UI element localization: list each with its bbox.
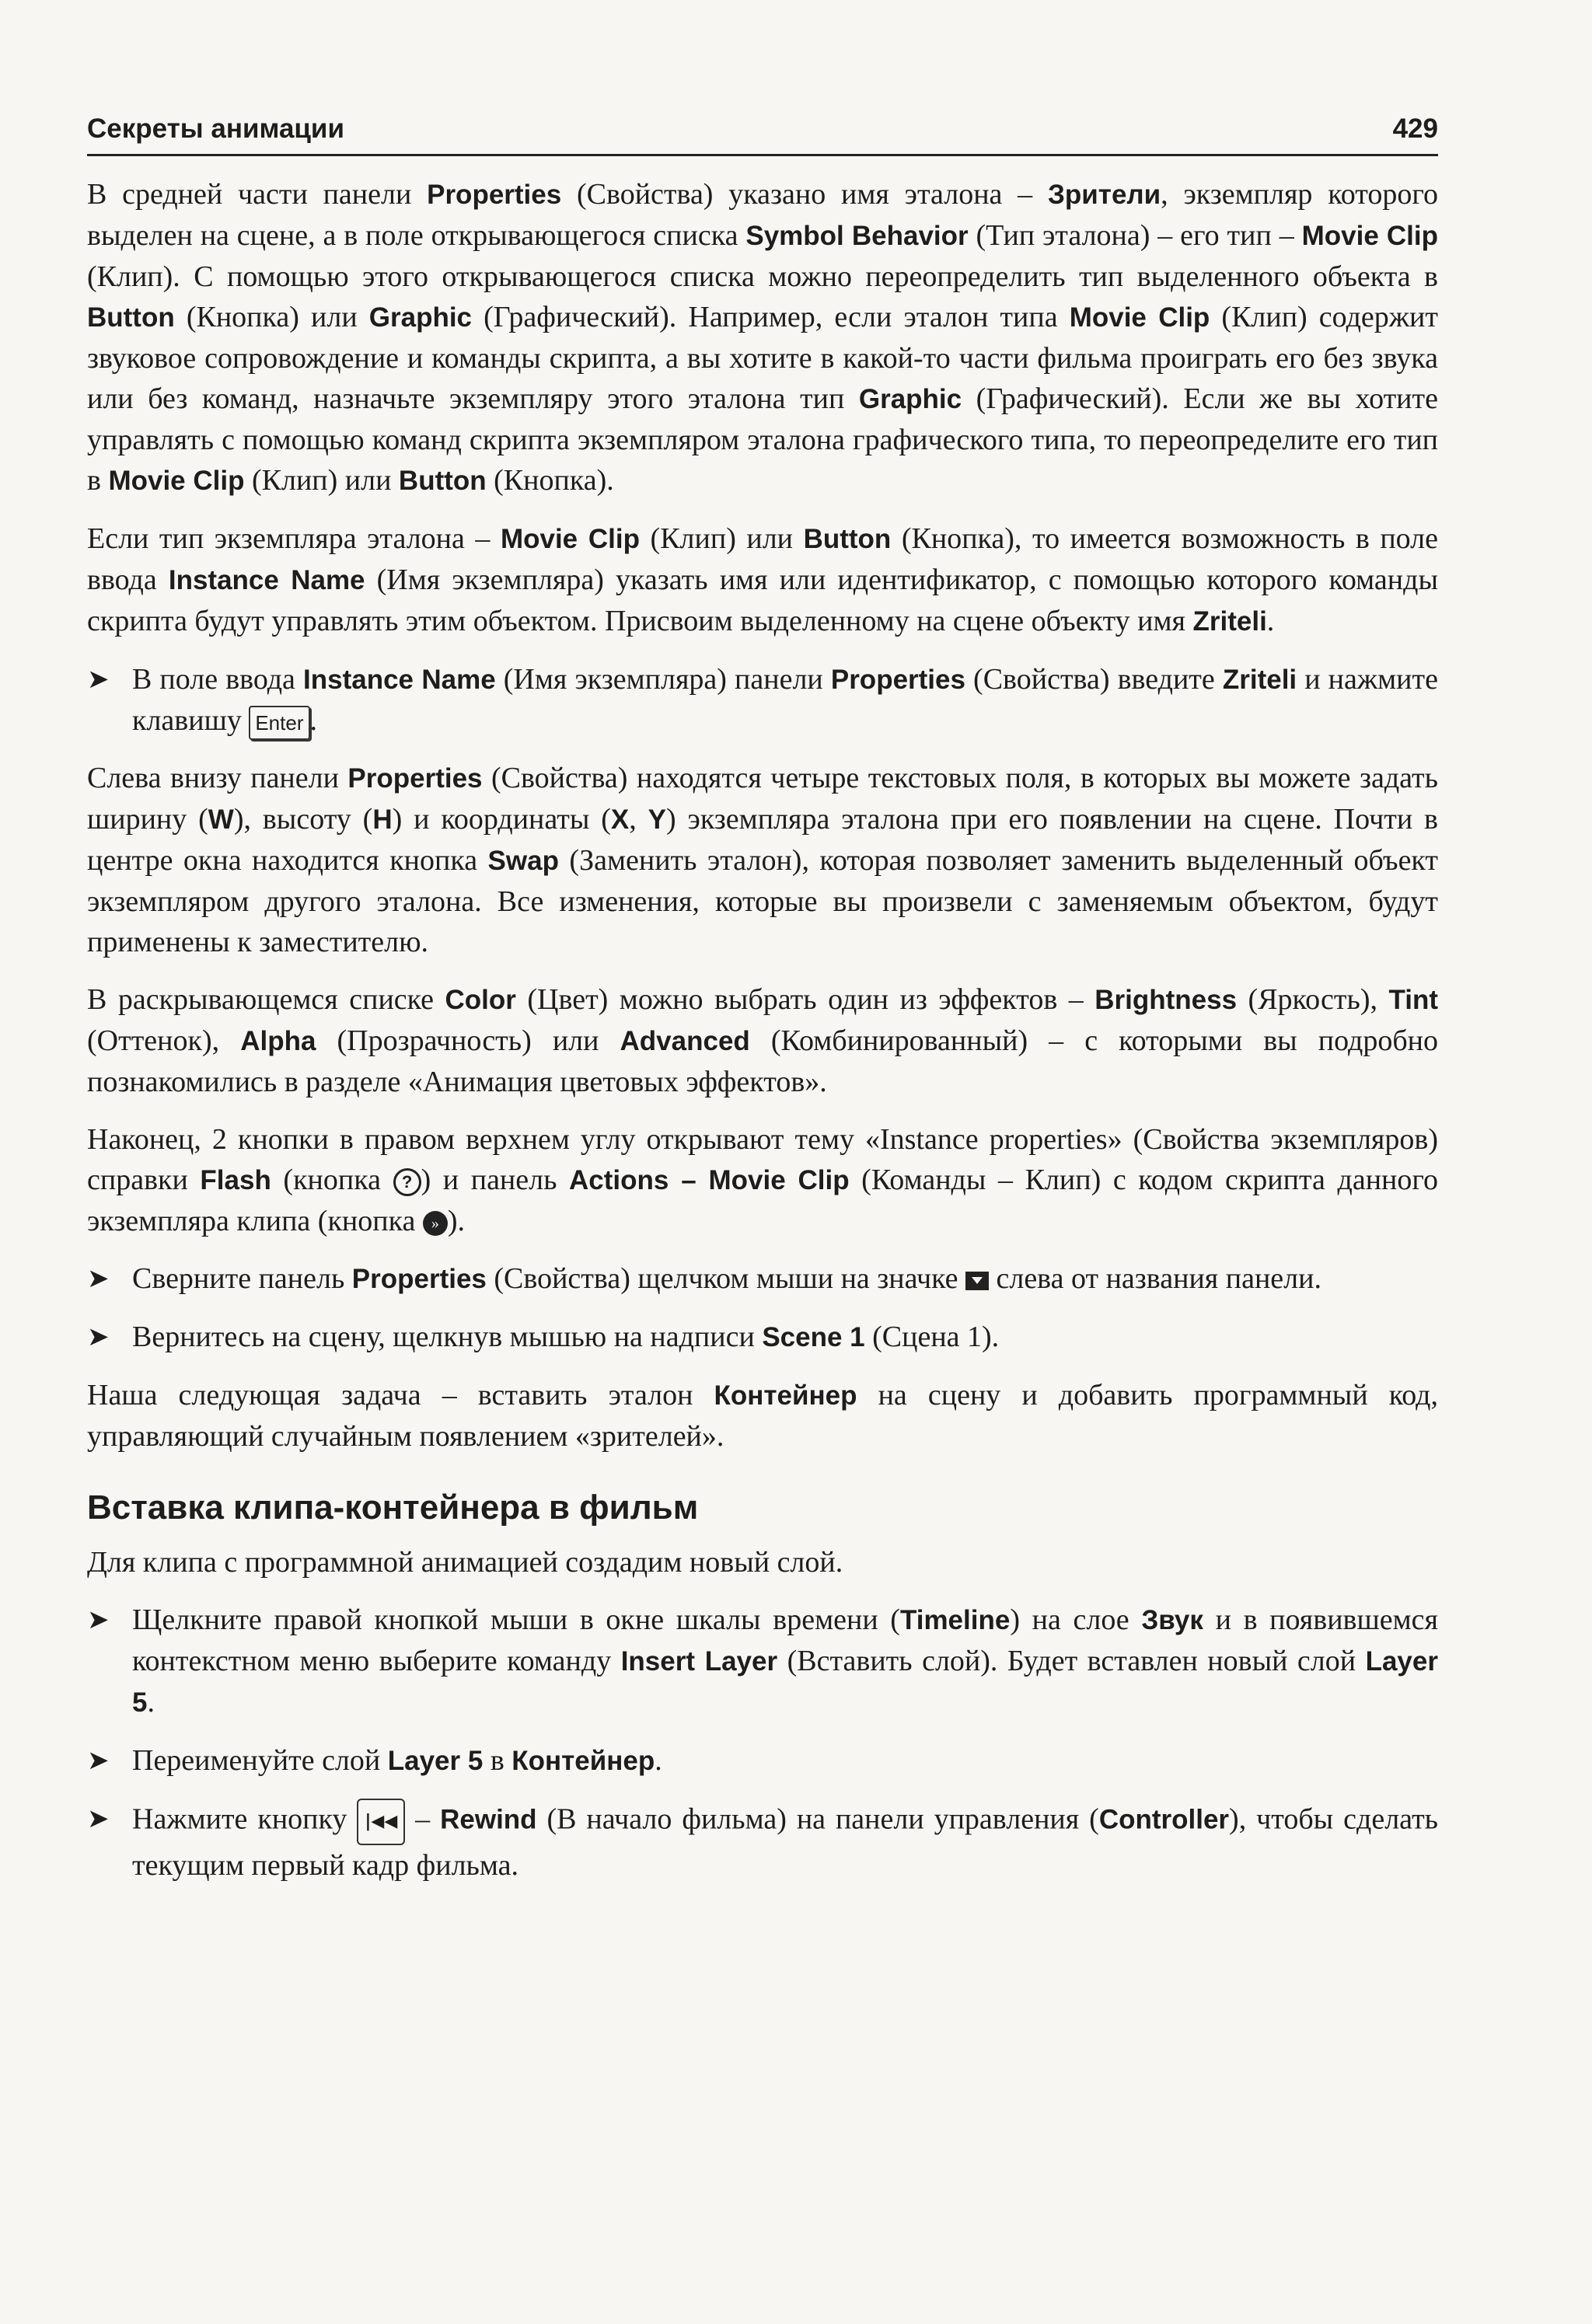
bullet-arrow-icon: ➤ [87,1604,110,1635]
bullet-arrow-icon: ➤ [87,1321,110,1352]
paragraph: В средней части панели Properties (Свойства) указано имя эталона – Зрители, экземпляр которого выделен на сцене, а в поле открывающегося списка Symbol Behavior (Тип эталона) – его тип – Movie Clip (Клип). С помощью этого открывающегося списка можно переопределить тип выделенного объекта в Button (Кнопка) или Graphic (Графический). Например, если эталон типа Movie Clip (Клип) содержит звуковое сопровождение и команды скрипта, а вы хотите в какой-то части фильма проиграть его без звука или без команд, назначьте экземпляру этого эталона тип Graphic (Графический). Если же вы хотите управлять с помощью команд скрипта экземпляром эталона графического типа, то переопределите его тип в Movie Clip (Клип) или Button (Кнопка). [87,178,1438,497]
list-item: ➤ Вернитесь на сцену, щелкнув мышью на надписи Scene 1 (Сцена 1). [87,1317,1438,1358]
bullet-arrow-icon: ➤ [87,1803,110,1834]
list-item: ➤ В поле ввода Instance Name (Имя экземпляра) панели Properties (Свойства) введите Zriteli и нажмите клавишу Enter . [87,659,1438,741]
list-item: ➤ Сверните панель Properties (Свойства) щелчком мыши на значке слева от названия панели. [87,1258,1438,1300]
list-item: ➤ Нажмите кнопку |◀◀ – Rewind (В начало фильма) на панели управления (Controller), чтобы сделать текущим первый кадр фильма. [87,1799,1438,1886]
collapse-panel-icon [965,1272,989,1290]
page-number: 429 [1392,113,1438,144]
bullet-arrow-icon: ➤ [87,1263,110,1294]
list-item: ➤ Переименуйте слой Layer 5 в Контейнер. [87,1740,1438,1781]
enter-key-icon: Enter [249,706,309,740]
actions-button-icon: » [423,1211,448,1236]
rewind-button-icon: |◀◀ [357,1799,405,1845]
page-body [87,174,1438,1903]
paragraph: Слева внизу панели Properties (Свойства) находятся четыре текстовых поля, в которых вы можете задать ширину (W), высоту (H) и координаты (X, Y) экземпляра эталона при его появлении на сцене. Почти в центре окна находится кнопка Swap (Заменить эталон), которая позволяет заменить выделенный объект экземпляром другого эталона. Все изменения, которые вы произвели с заменяемым объектом, будут применены к заместителю. [87,762,1438,958]
paragraph: Наша следующая задача – вставить эталон Контейнер на сцену и добавить программный код, управляющий случайным появлением «зрителей». [87,1379,1438,1453]
running-header [87,110,1438,156]
bullet-arrow-icon: ➤ [87,664,110,695]
chapter-title: Секреты анимации [87,113,344,144]
bullet-arrow-icon: ➤ [87,1745,110,1776]
help-button-icon: ? [393,1168,421,1196]
paragraph: Наконец, 2 кнопки в правом верхнем углу открывают тему «Instance properties» (Свойства экземпляров) справки Flash (кнопка ? ) и панель Actions – Movie Clip (Команды – Клип) с кодом скрипта данного экземпляра клипа (кнопка » ). [87,1123,1439,1237]
paragraph: В раскрывающемся списке Color (Цвет) можно выбрать один из эффектов – Brightness (Яркость), Tint (Оттенок), Alpha (Прозрачность) или Advanced (Комбинированный) – с которыми вы подробно познакомились в разделе «Анимация цветовых эффектов». [87,983,1438,1098]
paragraph: Для клипа с программной анимацией создадим новый слой. [87,1546,843,1579]
paragraph: Если тип экземпляра эталона – Movie Clip (Клип) или Button (Кнопка), то имеется возможность в поле ввода Instance Name (Имя экземпляра) указать имя или идентификатор, с помощью которого команды скрипта будут управлять этим объектом. Присвоим выделенному на сцене объекту имя Zriteli. [87,522,1438,637]
section-heading: Вставка клипа-контейнера в фильм [87,1488,699,1527]
list-item: ➤ Щелкните правой кнопкой мыши в окне шкалы времени (Timeline) на слое Звук и в появившемся контекстном меню выберите команду Insert Layer (Вставить слой). Будет вставлен новый слой Layer 5. [87,1600,1438,1723]
